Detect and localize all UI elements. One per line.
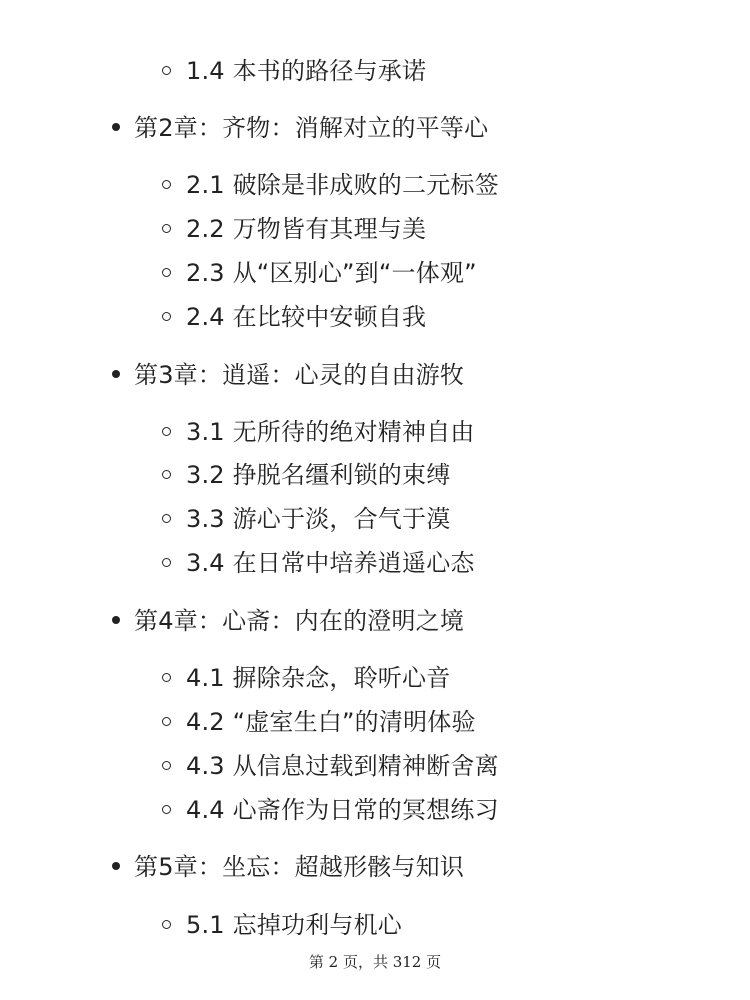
hollow-bullet-icon (162, 514, 171, 523)
toc-section-4-4[interactable] (162, 795, 499, 825)
toc-label: 3.1 无所待的绝对精神自由 (186, 418, 475, 446)
hollow-bullet-icon (162, 558, 171, 567)
hollow-bullet-icon (162, 920, 171, 929)
bullet-icon (112, 862, 120, 870)
toc-chapter-2[interactable] (112, 113, 488, 143)
bullet-icon (112, 616, 120, 624)
hollow-bullet-icon (162, 268, 171, 277)
toc-section-3-1[interactable] (162, 417, 475, 447)
toc-section-3-4[interactable] (162, 548, 475, 578)
toc-section-3-3[interactable] (162, 504, 450, 534)
toc-chapter-3[interactable] (112, 360, 464, 390)
toc-section-4-2[interactable] (162, 707, 476, 737)
toc-label: 第2章：齐物：消解对立的平等心 (134, 114, 489, 142)
toc-label: 4.3 从信息过载到精神断舍离 (186, 752, 499, 780)
toc-label: 3.4 在日常中培养逍遥心态 (186, 549, 475, 577)
toc-label: 2.1 破除是非成败的二元标签 (186, 171, 499, 199)
toc-label: 第3章：逍遥：心灵的自由游牧 (134, 361, 465, 389)
toc-section-2-2[interactable] (162, 214, 426, 244)
hollow-bullet-icon (162, 761, 171, 770)
toc-section-4-1[interactable] (162, 663, 450, 693)
toc-chapter-4[interactable] (112, 606, 464, 636)
hollow-bullet-icon (162, 470, 171, 479)
hollow-bullet-icon (162, 805, 171, 814)
hollow-bullet-icon (162, 427, 171, 436)
hollow-bullet-icon (162, 717, 171, 726)
hollow-bullet-icon (162, 66, 171, 75)
bullet-icon (112, 370, 120, 378)
toc-label: 5.1 忘掉功利与机心 (186, 911, 402, 939)
toc-section-1-4[interactable] (162, 56, 426, 86)
toc-section-2-1[interactable] (162, 170, 499, 200)
toc-section-2-4[interactable] (162, 302, 426, 332)
toc-label: 4.1 摒除杂念，聆听心音 (186, 664, 451, 692)
toc-label: 2.2 万物皆有其理与美 (186, 215, 427, 243)
page-number-footer: 第 2 页，共 312 页 (308, 953, 442, 971)
toc-section-3-2[interactable] (162, 460, 450, 490)
toc-label: 4.4 心斋作为日常的冥想练习 (186, 796, 499, 824)
toc-label: 2.3 从“区别心”到“一体观” (186, 259, 477, 287)
toc-chapter-5[interactable] (112, 852, 464, 882)
toc-label: 第5章：坐忘：超越形骸与知识 (134, 853, 465, 881)
toc-section-2-3[interactable] (162, 258, 477, 288)
toc-label: 3.2 挣脱名缰利锁的束缚 (186, 461, 451, 489)
hollow-bullet-icon (162, 673, 171, 682)
toc-section-4-3[interactable] (162, 751, 499, 781)
bullet-icon (112, 123, 120, 131)
toc-label: 3.3 游心于淡，合气于漠 (186, 505, 451, 533)
toc-label: 第4章：心斋：内在的澄明之境 (134, 607, 465, 635)
hollow-bullet-icon (162, 224, 171, 233)
toc-section-5-1[interactable] (162, 910, 402, 940)
toc-label: 2.4 在比较中安顿自我 (186, 303, 427, 331)
hollow-bullet-icon (162, 312, 171, 321)
hollow-bullet-icon (162, 180, 171, 189)
toc-label: 1.4 本书的路径与承诺 (186, 57, 427, 85)
toc-label: 4.2 “虚室生白”的清明体验 (186, 708, 476, 736)
